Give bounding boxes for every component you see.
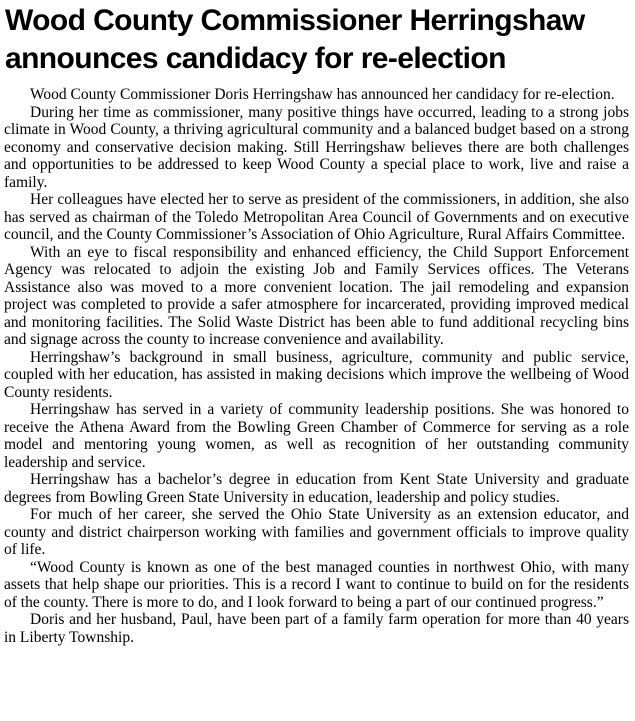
paragraph-leadership-roles: Her colleagues have elected her to serve as president of the commissioners, in addition, she also has served as chairman of the Toledo Metropolitan Area Council of Governments and on executive council, and the County Commissioner’s Association of Ohio Agriculture, Rural Affairs Committee. — [4, 191, 629, 243]
paragraph-quote: “Wood County is known as one of the best managed counties in northwest Ohio, with many assets that help shape our priorities. This is a record I want to continue to build on for the residents of the county. There is more to do, and I look forward to being a part of our continued progress.” — [4, 558, 629, 611]
news-article — [0, 2, 635, 646]
article-body — [0, 86, 635, 646]
paragraph-family: Doris and her husband, Paul, have been part of a family farm operation for more than 40 years in Liberty Township. — [4, 611, 629, 646]
headline-line-1: Wood County Commissioner Herringshaw — [5, 4, 585, 37]
paragraph-career: For much of her career, she served the Ohio State University as an extension educator, and county and district chairperson working with families and government officials to improve quality of life. — [4, 506, 629, 558]
paragraph-accomplishments: During her time as commissioner, many positive things have occurred, leading to a strong jobs climate in Wood County, a thriving agricultural community and a balanced budget based on a strong economy and conservative decision making. Still Herringshaw believes there are both challenges and opportunities to be addressed to keep Wood County a special place to work, live and raise a family. — [4, 103, 629, 191]
paragraph-education: Herringshaw has a bachelor’s degree in education from Kent State University and graduate degrees from Bowling Green State University in education, leadership and policy studies. — [4, 471, 629, 506]
paragraph-background: Herringshaw’s background in small business, agriculture, community and public service, coupled with her education, has assisted in making decisions which improve the wellbeing of Wood County residents. — [4, 348, 629, 401]
paragraph-efficiency: With an eye to fiscal responsibility and enhanced efficiency, the Child Support Enforcement Agency was relocated to adjoin the existing Job and Family Services offices. The Veterans Assistance also was moved to a more convenient location. The jail remodeling and expansion project was completed to provide a safer atmosphere for incarcerated, providing improved medical and monitoring facilities. The Solid Waste District has been able to fund additional recycling bins and signage across the county to increase convenience and availability. — [4, 243, 629, 348]
paragraph-community-positions: Herringshaw has served in a variety of community leadership positions. She was honored to receive the Athena Award from the Bowling Green Chamber of Commerce for serving as a role model and mentoring young women, as well as recognition of her outstanding community leadership and service. — [4, 401, 629, 471]
article-headline — [0, 2, 635, 78]
paragraph-lead: Wood County Commissioner Doris Herringshaw has announced her candidacy for re-election. — [30, 86, 615, 103]
headline-line-2: announces candidacy for re-election — [5, 42, 506, 75]
